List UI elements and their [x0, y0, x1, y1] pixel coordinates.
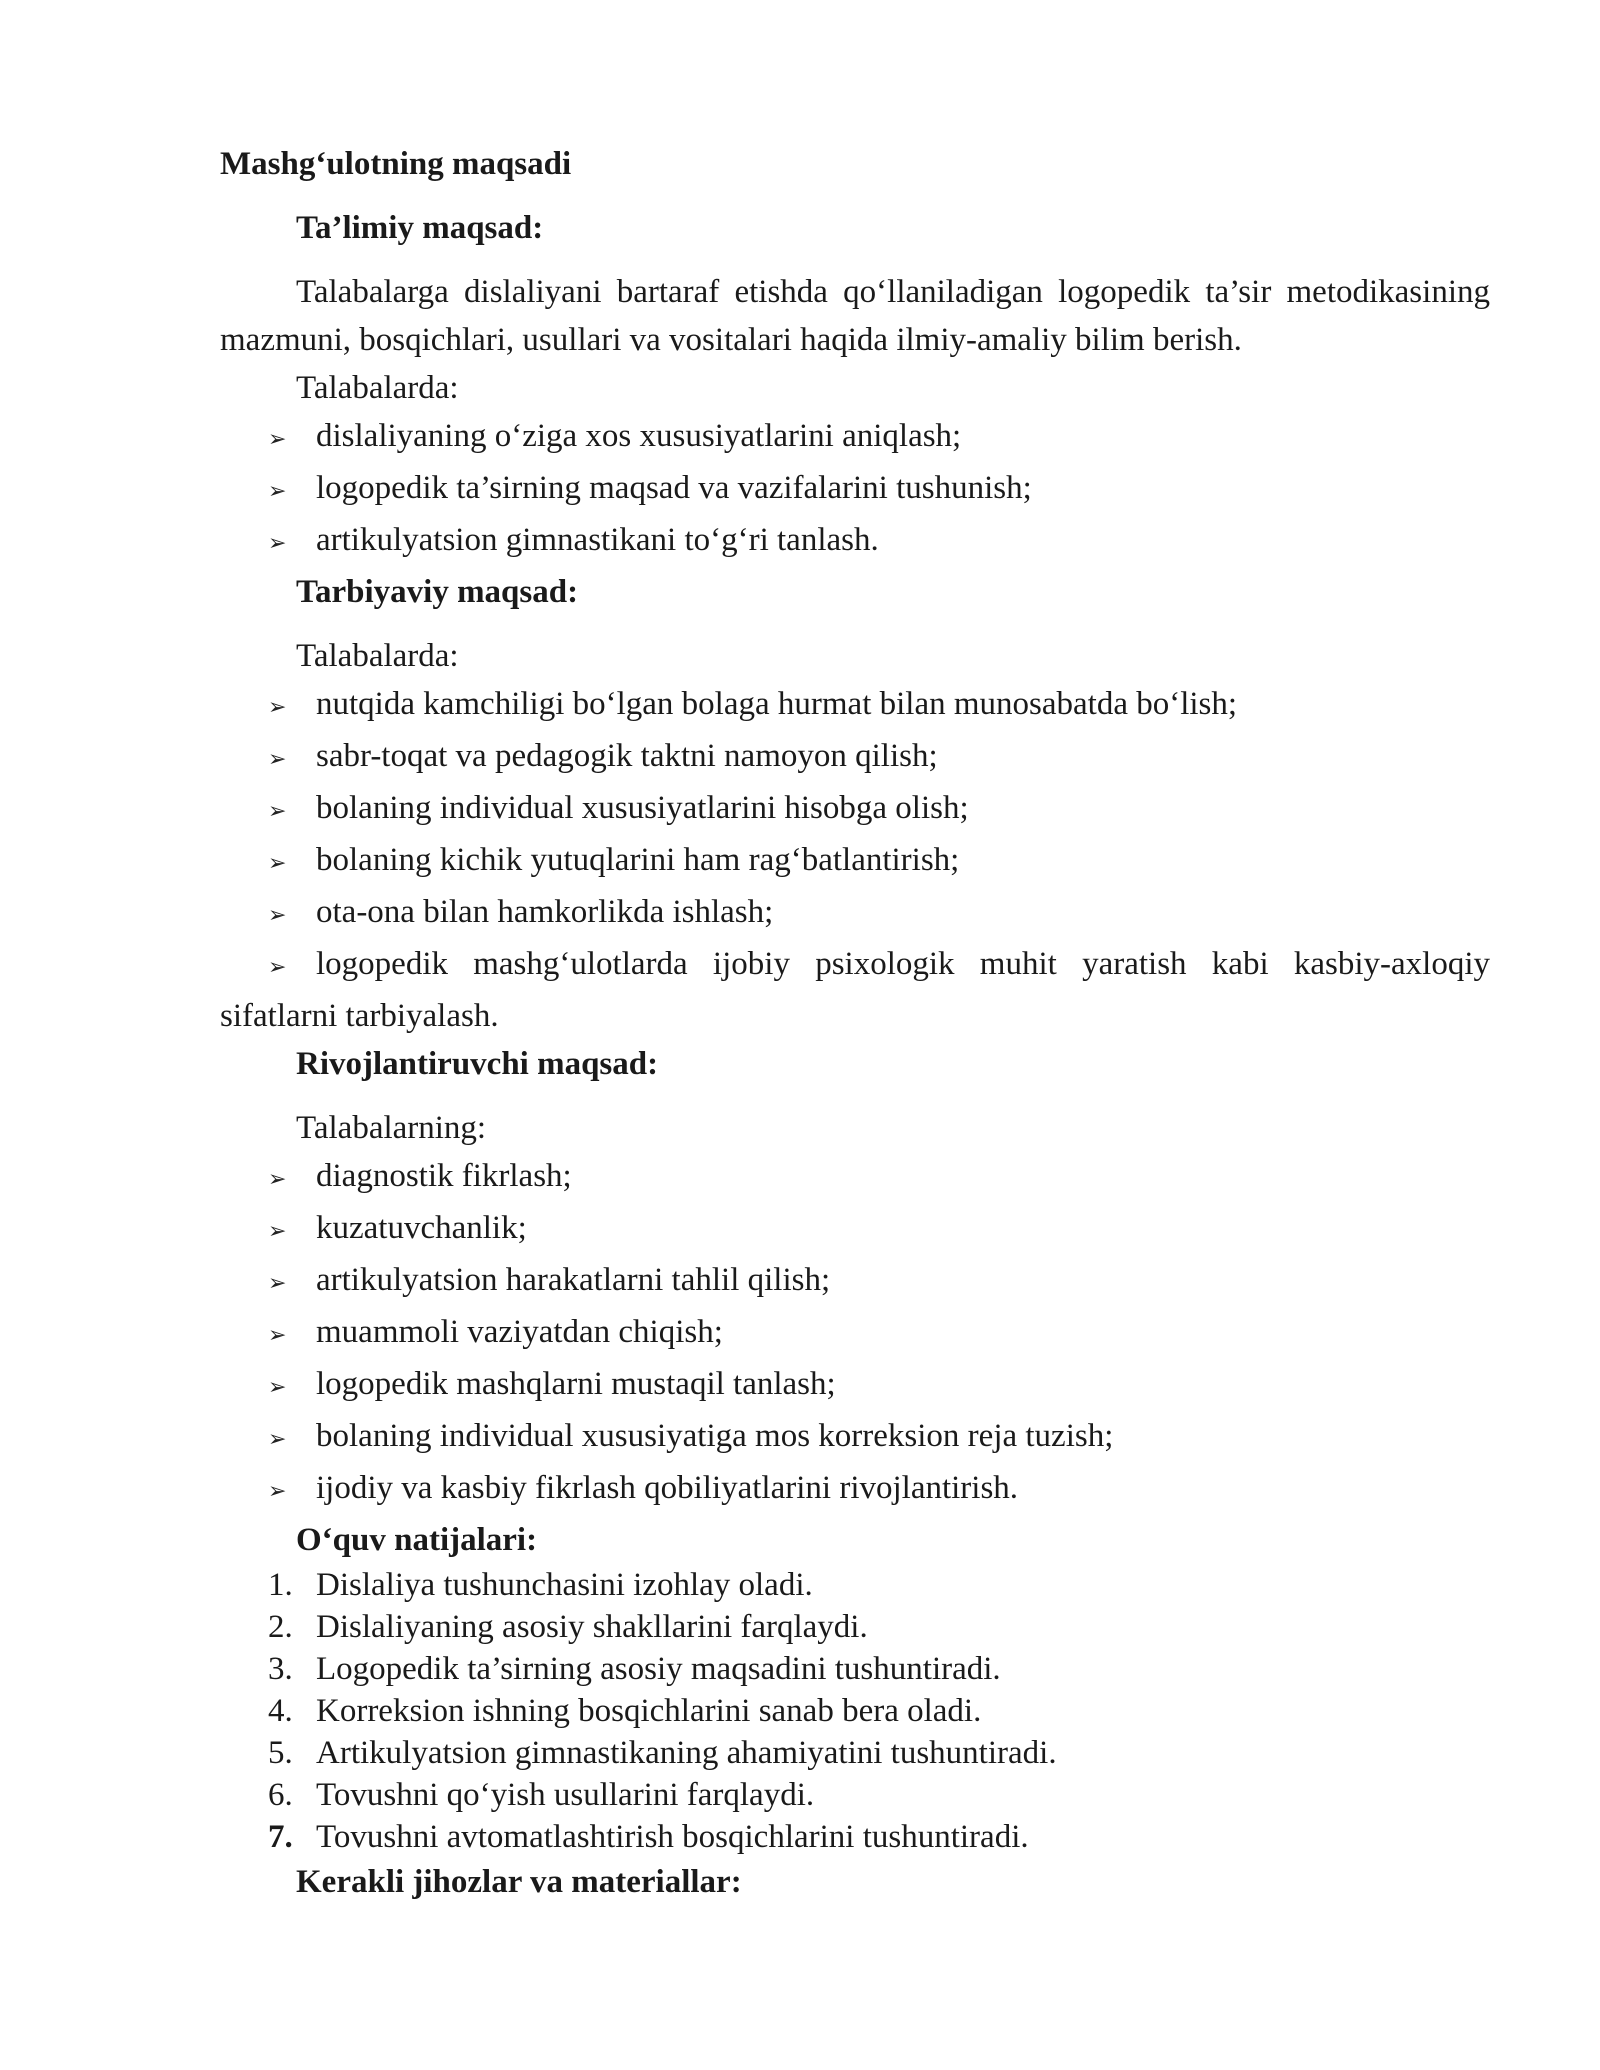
list-item: ➢ dislaliyaning o‘ziga xos xususiyatlarini aniqlash;	[220, 412, 1490, 464]
arrow-bullet-icon: ➢	[268, 851, 287, 876]
arrow-bullet-icon: ➢	[268, 531, 287, 556]
list-item: ➢ muammoli vaziyatdan chiqish;	[220, 1308, 1490, 1360]
section-title-tarbiyaviy: Tarbiyaviy maqsad:	[296, 574, 579, 610]
rivojlantiruvchi-list	[220, 1152, 1490, 1516]
arrow-bullet-icon: ➢	[268, 1479, 287, 1504]
list-item: ➢ bolaning individual xususiyatlarini hisobga olish;	[220, 784, 1490, 836]
list-item: ➢ diagnostik fikrlash;	[220, 1152, 1490, 1204]
document-page	[220, 140, 1490, 1906]
numbered-item: 1. Dislaliya tushunchasini izohlay oladi.	[268, 1567, 813, 1603]
tarbiyaviy-intro: Talabalarda:	[296, 638, 459, 674]
list-item: ➢ kuzatuvchanlik;	[220, 1204, 1490, 1256]
numbered-item: 2. Dislaliyaning asosiy shakllarini farqlaydi.	[268, 1609, 868, 1645]
arrow-bullet-icon: ➢	[268, 1271, 287, 1296]
talimiy-list	[220, 412, 1490, 568]
rivojlantiruvchi-intro: Talabalarning:	[296, 1110, 487, 1146]
talimiy-paragraph: Talabalarga dislaliyani bartaraf etishda qo‘llaniladigan logopedik ta’sir metodikasining mazmuni, bosqichlari, usullari va vositalari haqida ilmiy-amaliy bilim berish.	[220, 274, 1490, 358]
arrow-bullet-icon: ➢	[268, 427, 287, 452]
arrow-bullet-icon: ➢	[268, 955, 287, 980]
list-item: ➢ sabr-toqat va pedagogik taktni namoyon qilish;	[220, 732, 1490, 784]
numbered-item: 6. Tovushni qo‘yish usullarini farqlaydi.	[268, 1777, 815, 1813]
natijalar-list	[220, 1564, 1490, 1858]
arrow-bullet-icon: ➢	[268, 1375, 287, 1400]
document-heading: Mashg‘ulotning maqsadi	[220, 146, 572, 182]
list-item: ➢ ota-ona bilan hamkorlikda ishlash;	[220, 888, 1490, 940]
section-title-talimiy: Ta’limiy maqsad:	[296, 210, 544, 246]
list-item: ➢ ijodiy va kasbiy fikrlash qobiliyatlarini rivojlantirish.	[220, 1464, 1490, 1516]
list-item: ➢ logopedik mashg‘ulotlarda ijobiy psixologik muhit yaratish kabi kasbiy-axloqiy sifatlarni tarbiyalash.	[220, 946, 1490, 1034]
section-title-rivojlantiruvchi: Rivojlantiruvchi maqsad:	[296, 1046, 659, 1082]
list-item: ➢ artikulyatsion gimnastikani to‘g‘ri tanlash.	[220, 516, 1490, 568]
arrow-bullet-icon: ➢	[268, 1167, 287, 1192]
numbered-item: 4. Korreksion ishning bosqichlarini sanab bera oladi.	[268, 1693, 982, 1729]
arrow-bullet-icon: ➢	[268, 695, 287, 720]
list-item: ➢ bolaning kichik yutuqlarini ham rag‘batlantirish;	[220, 836, 1490, 888]
section-title-natijalar: O‘quv natijalari:	[296, 1522, 538, 1558]
talimiy-intro: Talabalarda:	[296, 370, 459, 406]
arrow-bullet-icon: ➢	[268, 1219, 287, 1244]
section-title-jihozlar: Kerakli jihozlar va materiallar:	[296, 1864, 742, 1900]
list-item: ➢ nutqida kamchiligi bo‘lgan bolaga hurmat bilan munosabatda bo‘lish;	[220, 680, 1490, 732]
arrow-bullet-icon: ➢	[268, 799, 287, 824]
list-item: ➢ artikulyatsion harakatlarni tahlil qilish;	[220, 1256, 1490, 1308]
numbered-item: 3. Logopedik ta’sirning asosiy maqsadini tushuntiradi.	[268, 1651, 1001, 1687]
arrow-bullet-icon: ➢	[268, 479, 287, 504]
list-item: ➢ logopedik ta’sirning maqsad va vazifalarini tushunish;	[220, 464, 1490, 516]
numbered-item: 7. Tovushni avtomatlashtirish bosqichlarini tushuntiradi.	[268, 1819, 1029, 1855]
arrow-bullet-icon: ➢	[268, 747, 287, 772]
arrow-bullet-icon: ➢	[268, 1323, 287, 1348]
numbered-item: 5. Artikulyatsion gimnastikaning ahamiyatini tushuntiradi.	[268, 1735, 1057, 1771]
arrow-bullet-icon: ➢	[268, 1427, 287, 1452]
list-item: ➢ bolaning individual xususiyatiga mos korreksion reja tuzish;	[220, 1412, 1490, 1464]
tarbiyaviy-list	[220, 680, 1490, 1040]
list-item: ➢ logopedik mashqlarni mustaqil tanlash;	[220, 1360, 1490, 1412]
arrow-bullet-icon: ➢	[268, 903, 287, 928]
